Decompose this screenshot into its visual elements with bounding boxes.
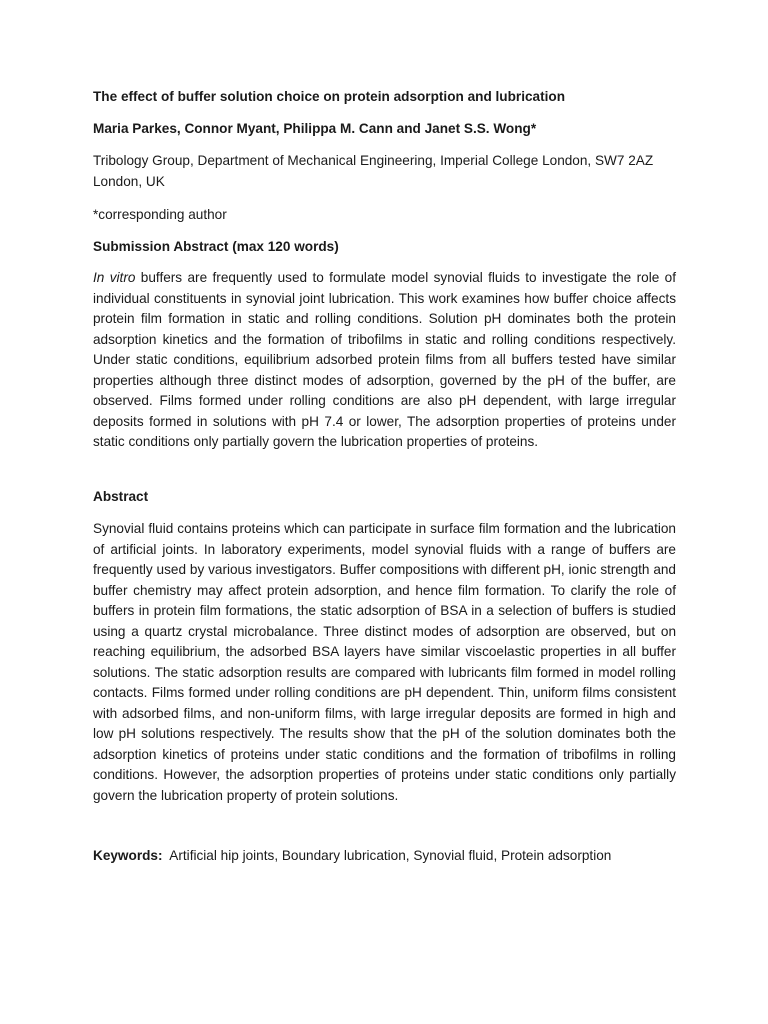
keywords-text: Artificial hip joints, Boundary lubrication, Synovial fluid, Protein adsorption	[162, 848, 612, 863]
author-list: Maria Parkes, Connor Myant, Philippa M. Cann and Janet S.S. Wong*	[93, 121, 537, 136]
submission-abstract-text	[93, 268, 676, 453]
abstract-body: Synovial fluid contains proteins which can participate in surface film formation and the lubrication of artificial joints. In laboratory experiments, model synovial fluids with a range of buffers are frequently used by various investigators. Buffer compositions with different pH, ionic strength and buffer chemistry may affect protein adsorption, and hence film formation. To clarify the role of buffers in protein film formations, the static adsorption of BSA in a selection of buffers is studied using a quartz crystal microbalance. Three distinct modes of adsorption are observed, but on reaching equilibrium, the adsorbed BSA layers have similar viscoelastic properties in all buffer solutions. The static adsorption results are compared with lubricants film formed in model rolling contacts. Films formed under rolling conditions are pH dependent. Thin, uniform films consistent with adsorbed films, and non-uniform films, with large irregular deposits are formed in high and low pH solutions respectively. The results show that the pH of the solution dominates both the adsorption kinetics of proteins under static conditions and the formation of tribofilms in rolling conditions. However, the adsorption properties of proteins under static conditions only partially govern the lubrication property of protein solutions.	[93, 521, 676, 803]
abstract-heading: Abstract	[93, 489, 149, 504]
corresponding-author-note: *corresponding author	[93, 207, 227, 222]
submission-abstract-heading: Submission Abstract (max 120 words)	[93, 239, 339, 254]
keywords-label: Keywords:	[93, 848, 163, 863]
paper-title: The effect of buffer solution choice on protein adsorption and lubrication	[93, 89, 566, 104]
submission-abstract-body: buffers are frequently used to formulate model synovial fluids to investigate the role of individual constituents in synovial joint lubrication. This work examines how buffer choice affects protein film formation in static and rolling conditions. Solution pH dominates both the protein adsorption kinetics and the formation of tribofilms in static and rolling conditions respectively. Under static conditions, equilibrium adsorbed protein films from all buffers tested have similar properties although three distinct modes of adsorption, governed by the pH of the buffer, are observed. Films formed under rolling conditions are also pH dependent, with large irregular deposits formed in solutions with pH 7.4 or lower, The adsorption properties of proteins under static conditions only partially govern the lubrication properties of proteins.	[93, 270, 677, 449]
in-vitro-italic: In vitro	[93, 270, 136, 285]
keywords-line	[93, 846, 611, 867]
affiliation: Tribology Group, Department of Mechanical Engineering, Imperial College London, SW7 2AZ London, UK	[93, 153, 654, 189]
